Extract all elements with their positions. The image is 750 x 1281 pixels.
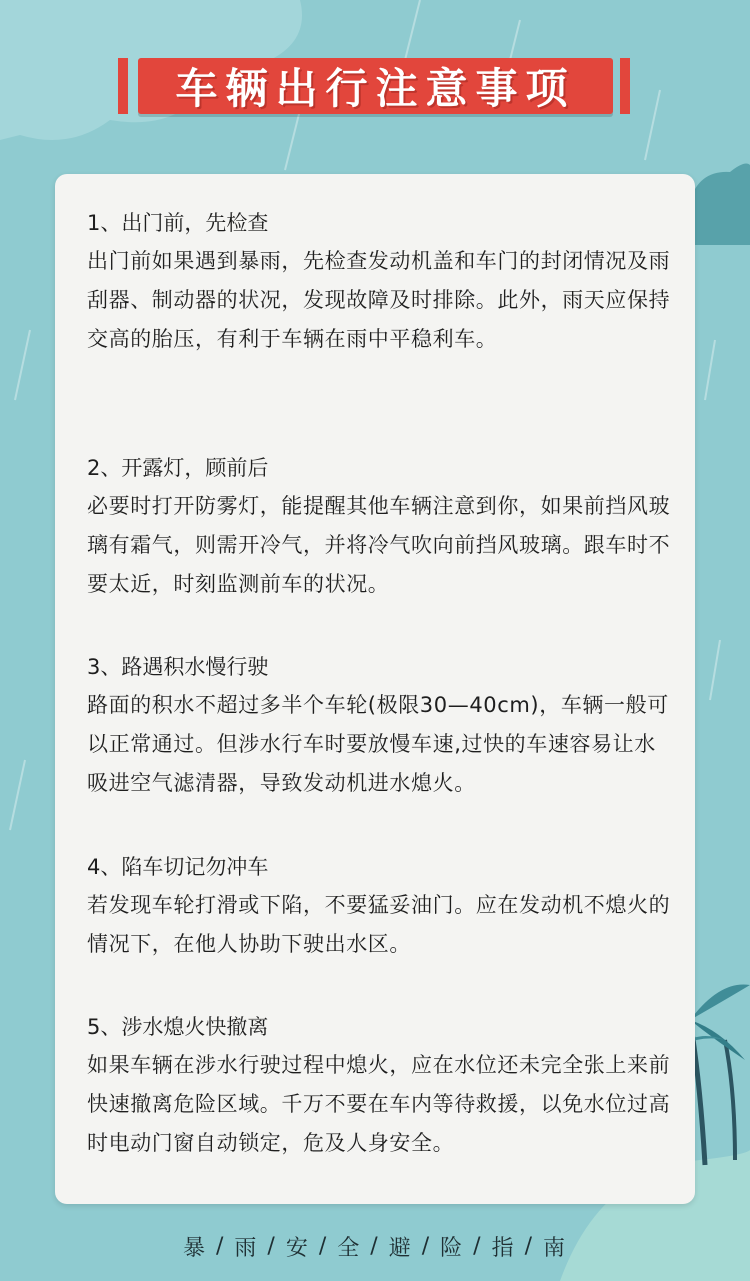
- section-2: [87, 449, 677, 604]
- section-body: 必要时打开防雾灯，能提醒其他车辆注意到你，如果前挡风玻璃有霜气，则需开冷气，并将冷气吹向前挡风玻璃。跟车时不要太近，时刻监测前车的状况。: [87, 494, 671, 596]
- footer-char: 指: [491, 1235, 516, 1261]
- footer-separator: /: [421, 1233, 432, 1259]
- section-3: [87, 648, 677, 803]
- page-title: 车辆出行注意事项: [175, 64, 576, 113]
- footer-separator: /: [524, 1233, 535, 1259]
- section-heading: 2、开露灯，顾前后: [87, 456, 269, 480]
- footer-char: 南: [543, 1235, 568, 1261]
- section-body: 路面的积水不超过多半个车轮(极限30—40cm)，车辆一般可以正常通过。但涉水行车时要放慢车速,过快的车速容易让水吸进空气滤清器，导致发动机进水熄火。: [87, 693, 669, 795]
- footer-char: 全: [337, 1235, 362, 1261]
- footer-char: 暴: [182, 1235, 207, 1261]
- footer-char: 避: [388, 1235, 413, 1261]
- footer-caption: [0, 1226, 750, 1266]
- footer-separator: /: [473, 1233, 483, 1259]
- title-right-bar: [620, 58, 630, 114]
- footer-separator: /: [370, 1233, 380, 1259]
- footer-separator: /: [318, 1233, 329, 1259]
- title-banner: [138, 58, 613, 114]
- title-left-bar: [118, 58, 128, 114]
- section-4: [87, 848, 677, 964]
- footer-char: 险: [440, 1235, 465, 1261]
- footer-separator: /: [267, 1233, 277, 1259]
- section-5: [87, 1008, 677, 1163]
- section-body: 如果车辆在涉水行驶过程中熄火，应在水位还未完全张上来前快速撤离危险区域。千万不要在车内等待救援，以免水位过高时电动门窗自动锁定，危及人身安全。: [87, 1053, 671, 1155]
- section-heading: 5、涉水熄火快撤离: [87, 1015, 269, 1039]
- section-heading: 1、出门前，先检查: [87, 211, 269, 235]
- section-body: 出门前如果遇到暴雨，先检查发动机盖和车门的封闭情况及雨刮器、制动器的状况，发现故障及时排除。此外，雨天应保持交高的胎压，有利于车辆在雨中平稳利车。: [87, 249, 671, 351]
- footer-char: 雨: [234, 1235, 259, 1261]
- section-heading: 4、陷车切记勿冲车: [87, 855, 269, 879]
- section-1: [87, 204, 677, 359]
- footer-separator: /: [215, 1233, 226, 1259]
- footer-char: 安: [285, 1235, 310, 1261]
- section-heading: 3、路遇积水慢行驶: [87, 655, 269, 679]
- section-body: 若发现车轮打滑或下陷，不要猛妥油门。应在发动机不熄火的情况下，在他人协助下驶出水区。: [87, 893, 671, 956]
